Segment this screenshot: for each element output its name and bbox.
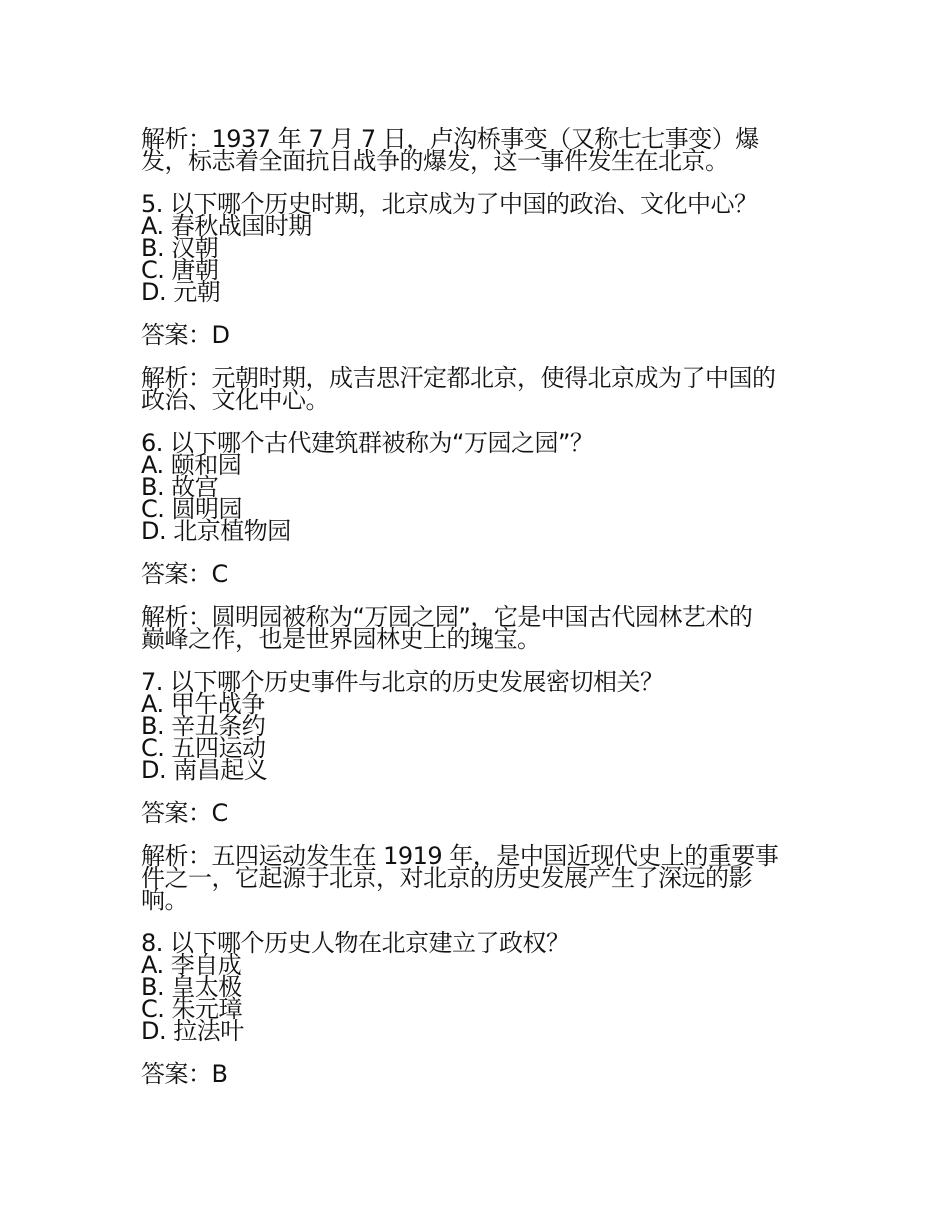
q8-option-b: B. 皇太极 (141, 973, 242, 1001)
q7-option-a: A. 甲午战争 (141, 690, 265, 718)
q6-option-c: C. 圆明园 (141, 495, 243, 523)
q8-answer-text: 答案：B (141, 1060, 228, 1088)
q7-block (141, 668, 816, 784)
q8-question: 8. 以下哪个历史人物在北京建立了政权？ (141, 929, 570, 957)
q4-explanation-line-2: 发，标志着全面抗日战争的爆发，这一事件发生在北京。 (141, 147, 729, 175)
document-page (141, 125, 816, 1088)
q5-block (141, 190, 816, 306)
q6-answer-text: 答案：C (141, 560, 228, 588)
q7-explanation-line-1: 解析：五四运动发生在 1919 年，是中国近现代史上的重要事 (141, 842, 779, 870)
q8-option-a: A. 李自成 (141, 951, 242, 979)
q8-answer (141, 1060, 816, 1088)
q5-option-d: D. 元朝 (141, 278, 221, 306)
q5-explanation-line-1: 解析：元朝时期，成吉思汗定都北京，使得北京成为了中国的 (141, 364, 776, 392)
q8-option-c: C. 朱元璋 (141, 995, 243, 1023)
q7-answer-text: 答案：C (141, 799, 228, 827)
q5-answer (141, 321, 816, 349)
q6-explanation-line-2: 巅峰之作，也是世界园林史上的瑰宝。 (141, 625, 541, 653)
q8-block (141, 929, 816, 1045)
q5-explanation (141, 364, 816, 414)
q6-option-b: B. 故宫 (141, 473, 219, 501)
q7-explanation (141, 842, 816, 914)
q7-explanation-line-3: 响。 (141, 886, 188, 914)
q7-explanation-line-2: 件之一，它起源于北京，对北京的历史发展产生了深远的影 (141, 864, 752, 892)
q7-option-c: C. 五四运动 (141, 734, 266, 762)
q5-option-a: A. 春秋战国时期 (141, 212, 312, 240)
q7-option-b: B. 辛丑条约 (141, 712, 266, 740)
q6-answer (141, 560, 816, 588)
q5-question: 5. 以下哪个历史时期，北京成为了中国的政治、文化中心？ (141, 190, 758, 218)
q5-option-c: C. 唐朝 (141, 256, 219, 284)
q6-option-a: A. 颐和园 (141, 451, 242, 479)
q4-explanation (141, 125, 816, 175)
q7-answer (141, 799, 816, 827)
q4-explanation-line-1: 解析：1937 年 7 月 7 日，卢沟桥事变（又称七七事变）爆 (141, 125, 759, 153)
q6-option-d: D. 北京植物园 (141, 517, 291, 545)
q5-option-b: B. 汉朝 (141, 234, 219, 262)
q8-option-d: D. 拉法叶 (141, 1017, 244, 1045)
q6-block (141, 429, 816, 545)
q7-question: 7. 以下哪个历史事件与北京的历史发展密切相关？ (141, 668, 664, 696)
q6-explanation (141, 603, 816, 653)
q5-explanation-line-2: 政治、文化中心。 (141, 386, 329, 414)
q7-option-d: D. 南昌起义 (141, 756, 268, 784)
q6-explanation-line-1: 解析：圆明园被称为“万园之园”，它是中国古代园林艺术的 (141, 603, 753, 631)
q5-answer-text: 答案：D (141, 321, 230, 349)
q6-question: 6. 以下哪个古代建筑群被称为“万园之园”？ (141, 429, 594, 457)
